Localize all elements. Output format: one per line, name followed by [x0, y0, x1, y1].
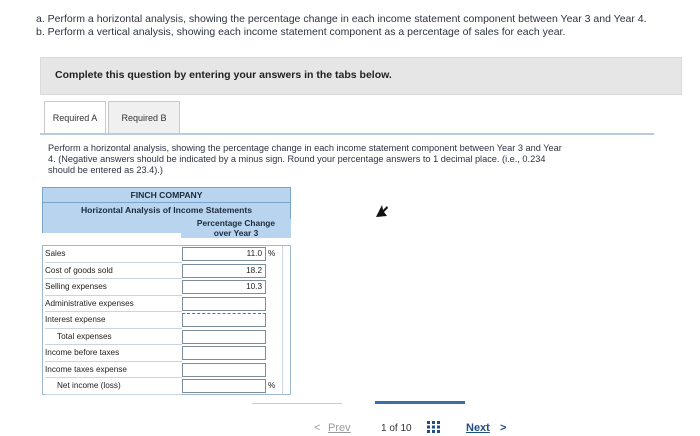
tab-required-b[interactable]: Required B [108, 101, 180, 133]
question-part-b: b. Perform a vertical analysis, showing each income statement component as a percentage of sales for each year. [36, 26, 566, 38]
row-label-administrative-expenses: Administrative expenses [45, 296, 182, 313]
row-label-income-before-taxes: Income before taxes [45, 345, 182, 362]
table-row [43, 378, 292, 395]
row-label-income-taxes-expense: Income taxes expense [45, 362, 182, 379]
page-indicator: 1 of 10 [381, 423, 412, 434]
table-row [43, 279, 292, 296]
percent-sign: % [268, 381, 276, 390]
question-text [36, 13, 696, 39]
input-income-before-taxes[interactable] [182, 346, 266, 360]
table-row [43, 362, 292, 379]
banner-text: Complete this question by entering your answers in the tabs below. [55, 69, 392, 81]
table-row [43, 329, 292, 346]
table-row [43, 263, 292, 280]
row-label-total-expenses: Total expenses [45, 329, 182, 346]
input-net-income[interactable] [182, 379, 266, 393]
row-divider [282, 329, 283, 346]
prev-chevron-icon[interactable]: < [314, 422, 321, 434]
row-divider [282, 296, 283, 313]
row-divider [282, 378, 283, 395]
table-body [42, 245, 291, 395]
row-label-cost-of-goods-sold: Cost of goods sold [45, 263, 182, 280]
grid-icon[interactable] [427, 421, 441, 433]
instructions-line-1: Perform a horizontal analysis, showing the percentage change in each income statement component between Year 3 and Year [48, 143, 562, 153]
mouse-cursor-icon [373, 204, 389, 218]
row-label-net-income: Net income (loss) [45, 378, 182, 395]
column-header-line-2: over Year 3 [213, 227, 259, 238]
table-row [43, 246, 292, 263]
horizontal-analysis-table [42, 187, 291, 395]
row-divider [282, 312, 283, 329]
row-label-selling-expenses: Selling expenses [45, 279, 182, 296]
table-row [43, 345, 292, 362]
instructions-line-3: should be entered as 23.4).) [48, 165, 163, 175]
column-header-line-1: Percentage Change [196, 218, 276, 228]
input-interest-expense[interactable] [182, 313, 266, 327]
prev-button[interactable]: Prev [328, 422, 351, 434]
instruction-banner [40, 57, 682, 95]
row-divider [282, 345, 283, 362]
next-chevron-icon[interactable]: > [500, 422, 507, 434]
company-name: FINCH COMPANY [42, 187, 291, 203]
input-selling-expenses[interactable]: 10.3 [182, 280, 266, 294]
row-divider [282, 246, 283, 263]
progress-track [252, 403, 342, 404]
row-divider [282, 362, 283, 379]
row-divider [282, 279, 283, 296]
tab-panel-divider [40, 133, 654, 135]
table-row [43, 296, 292, 313]
next-button[interactable]: Next [466, 422, 490, 434]
progress-indicator [375, 401, 465, 404]
input-income-taxes-expense[interactable] [182, 363, 266, 377]
instructions-line-2: 4. (Negative answers should be indicated by a minus sign. Round your percentage answers to 1 decimal place. (i.e., 0.234 [48, 154, 546, 164]
percent-sign: % [268, 249, 276, 258]
tab-required-a[interactable]: Required A [44, 101, 106, 133]
row-label-sales: Sales [45, 246, 182, 263]
row-label-interest-expense: Interest expense [45, 312, 182, 329]
input-sales[interactable]: 11.0 [182, 247, 266, 261]
row-divider [282, 263, 283, 280]
input-cost-of-goods-sold[interactable]: 18.2 [182, 264, 266, 278]
table-row [43, 312, 292, 329]
table-title: Horizontal Analysis of Income Statements [42, 203, 291, 219]
input-total-expenses[interactable] [182, 330, 266, 344]
question-part-a: a. Perform a horizontal analysis, showing the percentage change in each income statement component between Year 3 and Year 4. [36, 13, 647, 25]
input-administrative-expenses[interactable] [182, 297, 266, 311]
instructions [48, 143, 648, 176]
column-header-percentage-change [181, 219, 291, 238]
